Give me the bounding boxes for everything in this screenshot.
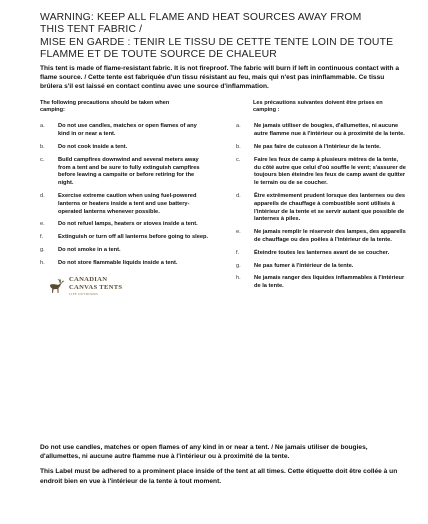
item-letter: h. xyxy=(236,275,241,282)
item-letter: g. xyxy=(40,247,45,253)
list-item xyxy=(40,144,210,152)
french-column xyxy=(236,100,406,298)
item-text: Extinguish or turn off all lanterns before going to sleep. xyxy=(58,234,209,241)
logo-tagline: LIFE OUTDOORS xyxy=(69,292,99,297)
footer-label-notice: This Label must be adhered to a prominent place inside of the tent at all times. Cette étiquette doit être collée à un endroit bien en vue à l'intérieur de la tente à tout moment. xyxy=(40,468,398,485)
list-item xyxy=(236,250,406,258)
item-text: Do not use candles, matches or open flames of any kind in or near a tent. xyxy=(58,123,197,138)
footer-warning: Do not use candles, matches or open flames of any kind in or near a tent. / Ne jamais utiliser de bougies, d'allumettes, ni aucune autre flamme nue à l'intérieur ou à proximité de la tente. xyxy=(40,444,368,461)
item-text: Do not smoke in a tent. xyxy=(58,247,121,253)
item-letter: c. xyxy=(236,156,241,163)
list-item xyxy=(236,263,406,271)
item-letter: g. xyxy=(236,262,241,269)
item-letter: f. xyxy=(40,234,44,241)
item-text: Do not cook inside a tent. xyxy=(58,144,128,151)
item-letter: a. xyxy=(40,123,45,130)
item-text: Être extrêmement prudent lorsque des lanternes ou des appareils de chauffage à combustible sont utilisés à l'intérieur de la tente et se servir autant que possible de lanternes à piles. xyxy=(254,193,406,223)
english-column xyxy=(40,100,210,298)
item-letter: a. xyxy=(236,123,241,130)
title-line: MISE EN GARDE : TENIR LE TISSU DE CETTE TENTE LOIN DE TOUTE xyxy=(40,36,394,48)
list-item xyxy=(40,193,210,216)
item-text: Éteindre toutes les lanternes avant de se coucher. xyxy=(254,249,390,256)
list-item xyxy=(40,247,210,255)
footer-notes xyxy=(40,443,406,492)
title-line: WARNING: KEEP ALL FLAME AND HEAT SOURCES AWAY FROM xyxy=(40,12,362,23)
item-text: Ne jamais utiliser de bougies, d'allumettes, ni aucune autre flamme nue à l'intérieur ou à proximité de la tente. xyxy=(254,123,405,138)
item-text: Do not store flammable liquids inside a tent. xyxy=(58,259,178,266)
item-letter: c. xyxy=(40,156,45,163)
logo-wordmark xyxy=(69,276,122,297)
french-list xyxy=(236,123,406,291)
item-letter: b. xyxy=(40,144,45,151)
list-item xyxy=(236,193,406,224)
item-letter: b. xyxy=(236,144,241,151)
list-item xyxy=(236,275,406,291)
logo-line: CANVAS TENTS xyxy=(69,284,123,292)
item-text: Ne jamais ranger des liquides inflammables à l'intérieur de la tente. xyxy=(254,275,405,290)
english-heading: The following precautions should be taken when camping: xyxy=(40,99,170,114)
logo-line: CANADIAN xyxy=(69,276,108,284)
item-letter: e. xyxy=(40,221,45,228)
warning-title xyxy=(40,12,406,62)
item-letter: f. xyxy=(236,249,240,256)
list-item xyxy=(236,144,406,152)
item-text: Ne pas fumer à l'intérieur de la tente. xyxy=(254,262,354,269)
title-line: FLAMME ET DE TOUTE SOURCE DE CHALEUR xyxy=(40,49,277,61)
item-text: Exercise extreme caution when using fuel-powered lanterns or heaters inside a tent and use battery-operated lanterns whenever possible. xyxy=(58,193,197,215)
item-text: Ne jamais remplir le réservoir des lampes, des appareils de chauffage ou des poêles à l'intérieur de la tente. xyxy=(254,229,406,243)
list-item xyxy=(236,229,406,245)
brand-logo xyxy=(44,276,210,298)
list-item xyxy=(40,234,210,242)
list-item xyxy=(236,123,406,139)
item-letter: h. xyxy=(40,259,45,266)
list-item xyxy=(40,260,210,268)
item-letter: e. xyxy=(236,229,241,236)
list-item xyxy=(236,157,406,188)
item-text: Faire les feux de camp à plusieurs mètres de la tente, du côté autre que celui d'où souffle le vent; s'assurer de toujours bien éteindre les feux de camp avant de quitter le terrain ou de se coucher. xyxy=(254,156,406,187)
list-item xyxy=(40,221,210,229)
list-item xyxy=(40,157,210,188)
french-heading: Les précautions suivantes doivent être prises en camping : xyxy=(253,99,383,114)
item-text: Build campfires downwind and several meters away from a tent and be sure to fully extinguish campfires before leaving a campsite or before retiring for the night. xyxy=(58,156,200,187)
intro-paragraph: This tent is made of flame-resistant fabric. It is not fireproof. The fabric will burn if left in continuous contact with a flame source. / Cette tente est fabriquée d'un tissu résistant au feu, mais qui n'est pas ininflammable. Ce tissu brûlera s'il est laissé en contact continu avec une source d'inflammation. xyxy=(40,64,400,90)
title-line: THIS TENT FABRIC / xyxy=(40,24,143,36)
item-text: Do not refuel lamps, heaters or stoves inside a tent. xyxy=(58,221,198,228)
item-letter: d. xyxy=(40,193,45,200)
deer-icon xyxy=(44,276,66,298)
item-text: Ne pas faire de cuisson à l'intérieur de la tente. xyxy=(254,144,381,151)
english-list xyxy=(40,123,210,267)
list-item xyxy=(40,123,210,139)
precaution-columns xyxy=(40,100,406,298)
item-letter: d. xyxy=(236,193,241,200)
